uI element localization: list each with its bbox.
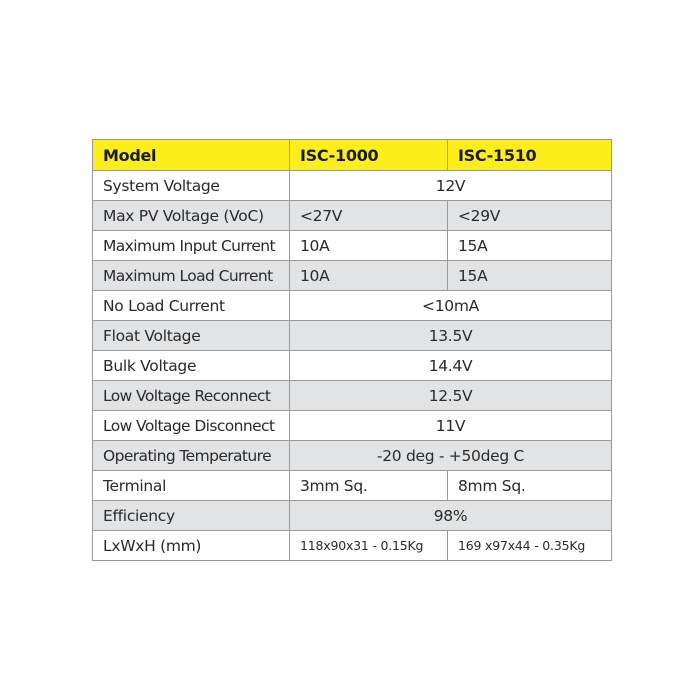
row-value: 12V (290, 171, 612, 201)
row-label: Max PV Voltage (VoC) (93, 201, 290, 231)
row-label: System Voltage (93, 171, 290, 201)
table-row-max-pv-voltage (93, 201, 612, 231)
row-label: Bulk Voltage (93, 351, 290, 381)
row-value-isc-1510: 15A (448, 261, 612, 291)
row-value-isc-1000: 10A (290, 261, 448, 291)
table-row-float-voltage (93, 321, 612, 351)
row-value: -20 deg - +50deg C (290, 441, 612, 471)
table-row-terminal (93, 471, 612, 501)
row-label: Float Voltage (93, 321, 290, 351)
spec-table (92, 139, 612, 561)
row-label: No Load Current (93, 291, 290, 321)
row-value-isc-1510: 15A (448, 231, 612, 261)
row-label: Terminal (93, 471, 290, 501)
row-label: LxWxH (mm) (93, 531, 290, 561)
row-value-isc-1510: 169 x97x44 - 0.35Kg (448, 531, 612, 561)
table-row-maximum-input-current (93, 231, 612, 261)
table-row-low-voltage-disconnect (93, 411, 612, 441)
row-value-isc-1000: 3mm Sq. (290, 471, 448, 501)
table-row-no-load-current (93, 291, 612, 321)
header-model-isc-1510: ISC-1510 (448, 140, 612, 171)
table-row-efficiency (93, 501, 612, 531)
table-row-bulk-voltage (93, 351, 612, 381)
row-value-isc-1000: <27V (290, 201, 448, 231)
row-value-isc-1000: 118x90x31 - 0.15Kg (290, 531, 448, 561)
row-value-isc-1000: 10A (290, 231, 448, 261)
row-value-isc-1510: 8mm Sq. (448, 471, 612, 501)
header-model-isc-1000: ISC-1000 (290, 140, 448, 171)
header-label-cell: Model (93, 140, 290, 171)
row-value: <10mA (290, 291, 612, 321)
row-value: 14.4V (290, 351, 612, 381)
row-label: Maximum Load Current (93, 261, 290, 291)
table-row-system-voltage (93, 171, 612, 201)
table-row-low-voltage-reconnect (93, 381, 612, 411)
row-value: 13.5V (290, 321, 612, 351)
table-row-dimensions (93, 531, 612, 561)
row-value: 11V (290, 411, 612, 441)
row-label: Efficiency (93, 501, 290, 531)
row-label: Low Voltage Disconnect (93, 411, 290, 441)
table-row-maximum-load-current (93, 261, 612, 291)
row-label: Low Voltage Reconnect (93, 381, 290, 411)
row-value: 98% (290, 501, 612, 531)
table-row-operating-temperature (93, 441, 612, 471)
row-value-isc-1510: <29V (448, 201, 612, 231)
table-header-row (93, 140, 612, 171)
row-label: Operating Temperature (93, 441, 290, 471)
row-value: 12.5V (290, 381, 612, 411)
row-label: Maximum Input Current (93, 231, 290, 261)
